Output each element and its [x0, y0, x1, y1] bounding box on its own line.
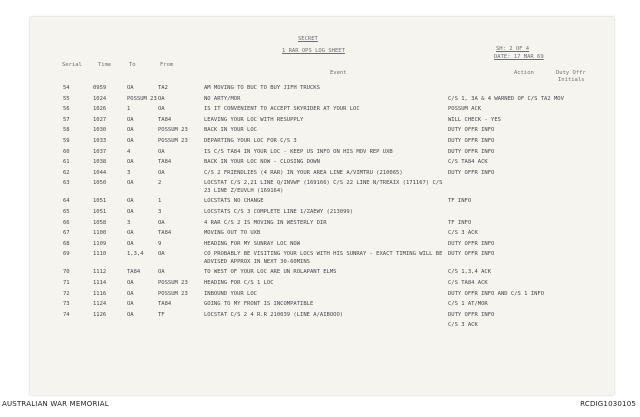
log-cell-serial: 54 — [63, 85, 70, 91]
log-cell-from: OA — [158, 106, 165, 113]
sheet-number: SH: 2 OF 4 — [496, 46, 530, 52]
log-cell-event: BACK IN YOUR LOC — [204, 127, 257, 134]
log-cell-action: TF INFO — [448, 198, 472, 205]
log-cell-time: 1124 — [93, 301, 107, 308]
log-cell-serial: 66 — [63, 219, 70, 226]
log-cell-action: DUTY OFFR INFO AND C/S 1 INFO — [448, 290, 545, 297]
log-cell-serial: 56 — [63, 106, 70, 113]
log-cell-event: MOVING OUT TO UXB — [204, 230, 261, 237]
log-cell-to: OA — [127, 301, 134, 308]
log-cell-to: OA — [127, 290, 134, 297]
log-cell-action: C/S 3 ACK — [448, 322, 478, 329]
log-row — [30, 320, 614, 330]
log-cell-serial: 72 — [63, 290, 70, 297]
col-header-action: Action — [514, 70, 534, 76]
log-cell-serial: 74 — [63, 311, 70, 318]
log-cell-from: POSSUM 23 — [158, 290, 188, 297]
log-cell-event: LEAVING YOUR LOC WITH RESUPPLY — [204, 116, 304, 123]
log-row — [30, 196, 614, 206]
log-cell-serial: 69 — [63, 251, 70, 258]
log-cell-from: TA84 — [158, 301, 172, 308]
log-cell-time: 1037 — [93, 148, 107, 155]
log-cell-serial: 67 — [63, 230, 70, 237]
log-row — [30, 178, 614, 196]
log-cell-to: OA — [127, 240, 134, 247]
log-cell-event: LOCSTAT C/S 2 4 R.R 210039 (LINE A/AIBOOO) — [204, 311, 344, 318]
log-cell-event: HEADING FOR MY SUNRAY LOC NOW — [204, 240, 301, 247]
log-cell-event: LOCSTATS NO CHANGE — [204, 198, 264, 205]
log-cell-serial: 64 — [63, 198, 70, 205]
log-cell-serial: 59 — [63, 138, 70, 144]
log-cell-from: TF — [158, 311, 165, 318]
log-cell-from: OA — [158, 148, 165, 155]
col-header-initials: Initials — [558, 77, 585, 83]
log-cell-to: OA — [127, 311, 134, 318]
log-cell-event: CO PROBABLY BE VISITING YOUR LOCS WITH HIS SUNRAY - EXACT TIMING WILL BE ADVISED APPROX IN NEXT 30-60MINS — [204, 251, 443, 266]
log-cell-from: TA84 — [158, 230, 172, 237]
log-cell-serial: 58 — [63, 127, 70, 134]
log-cell-time: 1030 — [93, 127, 107, 134]
log-cell-to: OA — [127, 280, 134, 286]
col-header-from: From — [160, 62, 174, 68]
log-cell-event: NO ARTY/MOR — [204, 95, 241, 102]
log-cell-time: 1051 — [93, 209, 107, 215]
log-cell-serial: 57 — [63, 116, 70, 123]
log-row — [30, 228, 614, 238]
log-cell-to: OA — [127, 85, 134, 91]
sheet-title: 1 RAR OPS LOG SHEET — [282, 48, 345, 54]
log-row — [30, 125, 614, 135]
log-cell-time: 1027 — [93, 116, 107, 123]
log-cell-time: 1112 — [93, 269, 107, 276]
log-cell-event: HEADING FOR C/S 1 LOC — [204, 280, 274, 286]
log-cell-time: 1110 — [93, 251, 107, 258]
log-cell-event: IS IT CONVENIENT TO ACCEPT SKYRIDER AT YOUR LOC — [204, 106, 360, 113]
col-header-to: To — [129, 62, 136, 68]
log-cell-action: DUTY OFFR INFO — [448, 311, 495, 318]
log-cell-serial: 61 — [63, 159, 70, 166]
log-cell-time: 1026 — [93, 106, 107, 113]
log-cell-serial: 63 — [63, 180, 70, 187]
log-cell-event: IS C/S TA84 IN YOUR LOC - KEEP US INFO ON HIS MOV REP UXB — [204, 148, 393, 155]
log-cell-time: 1024 — [93, 95, 107, 102]
log-cell-to: 1,3,4 — [127, 251, 144, 258]
log-row — [30, 289, 614, 299]
col-header-time: Time — [98, 62, 112, 68]
log-cell-to: OA — [127, 230, 134, 237]
log-cell-action: DUTY OFFR INFO — [448, 251, 495, 258]
log-cell-action: POSSUM ACK — [448, 106, 482, 113]
log-cell-event: LOCSTATS C/S 3 COMPLETE LINE 1/ZAEWY (213099) — [204, 209, 354, 215]
log-row — [30, 207, 614, 217]
log-cell-serial: 73 — [63, 301, 70, 308]
log-row — [30, 310, 614, 320]
log-cell-to: 4 — [127, 148, 131, 155]
log-cell-action: C/S 3 ACK — [448, 230, 478, 237]
log-cell-from: POSSUM 23 — [158, 127, 188, 134]
log-cell-time: 1109 — [93, 240, 107, 247]
log-row — [30, 104, 614, 114]
log-cell-event: AM MOVING TO BUC TO BUY JIFH TRUCKS — [204, 85, 320, 91]
log-cell-to: 1 — [127, 106, 131, 113]
log-cell-event: TO WEST OF YOUR LOC ARE UN ROLAPANT ELMS — [204, 269, 337, 276]
log-cell-to: 3 — [127, 169, 131, 176]
log-cell-to: OA — [127, 159, 134, 166]
log-cell-time: 1038 — [93, 159, 107, 166]
log-cell-from: TA84 — [158, 159, 172, 166]
log-cell-from: OA — [158, 95, 165, 102]
log-row — [30, 168, 614, 178]
log-cell-to: OA — [127, 180, 134, 187]
log-cell-from: POSSUM 23 — [158, 280, 188, 286]
log-cell-action: C/S 1 AT/MOR — [448, 301, 488, 308]
log-row — [30, 147, 614, 157]
footer-archive-name: AUSTRALIAN WAR MEMORIAL — [2, 400, 109, 408]
log-row — [30, 94, 614, 104]
log-cell-to: OA — [127, 116, 134, 123]
log-cell-time: 1114 — [93, 280, 107, 286]
log-cell-event: LOCSTAT C/S 2,21 LINE Q/INVWF (169166) C/S 22 LINE N/TREAIX (171167) C/S 23 LINE Z/EUVLH (169164) — [204, 180, 443, 195]
log-cell-action: DUTY OFFR INFO — [448, 127, 495, 134]
log-cell-from: 1 — [158, 198, 162, 205]
log-cell-action: C/S 1, 3A & 4 WARNED OF C/S TA2 MOV — [448, 95, 564, 102]
log-cell-action: TF INFO — [448, 219, 472, 226]
log-cell-time: 0959 — [93, 85, 107, 91]
log-cell-to: OA — [127, 198, 134, 205]
log-cell-time: 1116 — [93, 290, 107, 297]
log-cell-action: C/S TA84 ACK — [448, 280, 488, 286]
log-cell-from: OA — [158, 219, 165, 226]
log-cell-time: 1100 — [93, 230, 107, 237]
log-cell-time: 1051 — [93, 198, 107, 205]
log-row — [30, 157, 614, 167]
log-cell-event: BACK IN YOUR LOC NOW - CLOSING DOWN — [204, 159, 320, 166]
log-row — [30, 239, 614, 249]
log-cell-to: 3 — [127, 219, 131, 226]
log-cell-from: OA — [158, 169, 165, 176]
log-cell-event: DEPARTING YOUR LOC FOR C/S 3 — [204, 138, 297, 144]
log-cell-action: DUTY OFFR INFO — [448, 240, 495, 247]
log-cell-from: 9 — [158, 240, 162, 247]
col-header-event: Event — [330, 70, 347, 76]
log-row — [30, 218, 614, 228]
log-cell-from: POSSUM 23 — [158, 138, 188, 144]
log-row — [30, 83, 614, 93]
log-cell-serial: 62 — [63, 169, 70, 176]
sheet-date: DATE: 17 MAR 69 — [494, 54, 544, 60]
col-header-duty-offr: Duty Offr — [556, 70, 586, 76]
log-cell-time: 1126 — [93, 311, 107, 318]
log-cell-serial: 60 — [63, 148, 70, 155]
log-cell-from: OA — [158, 269, 165, 276]
log-cell-serial: 71 — [63, 280, 70, 286]
classification-label: SECRET — [298, 36, 318, 42]
log-cell-serial: 68 — [63, 240, 70, 247]
log-cell-serial: 55 — [63, 95, 70, 102]
log-cell-from: OA — [158, 251, 165, 258]
log-cell-to: TA84 — [127, 269, 141, 276]
log-cell-action: DUTY OFFR INFO — [448, 169, 495, 176]
log-cell-from: 2 — [158, 180, 162, 187]
log-cell-time: 1058 — [93, 219, 107, 226]
log-cell-event: 4 RAR C/S 2 IS MOVING IN WESTERLY DIR — [204, 219, 327, 226]
log-cell-action: C/S 1,3,4 ACK — [448, 269, 492, 276]
footer-record-id: RCDIG1030105 — [580, 400, 636, 408]
log-cell-from: 3 — [158, 209, 162, 215]
log-cell-time: 1044 — [93, 169, 107, 176]
log-cell-to: POSSUM 23 — [127, 95, 157, 102]
log-row — [30, 267, 614, 277]
log-row — [30, 115, 614, 125]
log-sheet — [30, 17, 614, 395]
log-row — [30, 299, 614, 309]
log-row — [30, 136, 614, 146]
log-cell-time: 1033 — [93, 138, 107, 144]
log-cell-to: OA — [127, 209, 134, 215]
log-cell-serial: 65 — [63, 209, 70, 215]
log-cell-event: C/S 2 FRIENDLIES (4 RAR) IN YOUR AREA LINE A/VIMTRU (210065) — [204, 169, 403, 176]
log-cell-action: DUTY OFFR INFO — [448, 138, 495, 144]
log-cell-time: 1050 — [93, 180, 107, 187]
log-cell-to: OA — [127, 127, 134, 134]
log-cell-from: TA84 — [158, 116, 172, 123]
log-row — [30, 278, 614, 288]
log-row — [30, 249, 614, 267]
log-cell-to: OA — [127, 138, 134, 144]
log-cell-serial: 70 — [63, 269, 70, 276]
log-cell-event: INBOUND YOUR LOC — [204, 290, 257, 297]
log-cell-event: GOING TO MY FRONT IS INCOMPATIBLE — [204, 301, 314, 308]
log-cell-action: WILL CHECK - YES — [448, 116, 501, 123]
log-cell-action: DUTY OFFR INFO — [448, 148, 495, 155]
log-cell-action: C/S TA84 ACK — [448, 159, 488, 166]
col-header-serial: Serial — [62, 62, 82, 68]
log-cell-from: TA2 — [158, 85, 168, 91]
